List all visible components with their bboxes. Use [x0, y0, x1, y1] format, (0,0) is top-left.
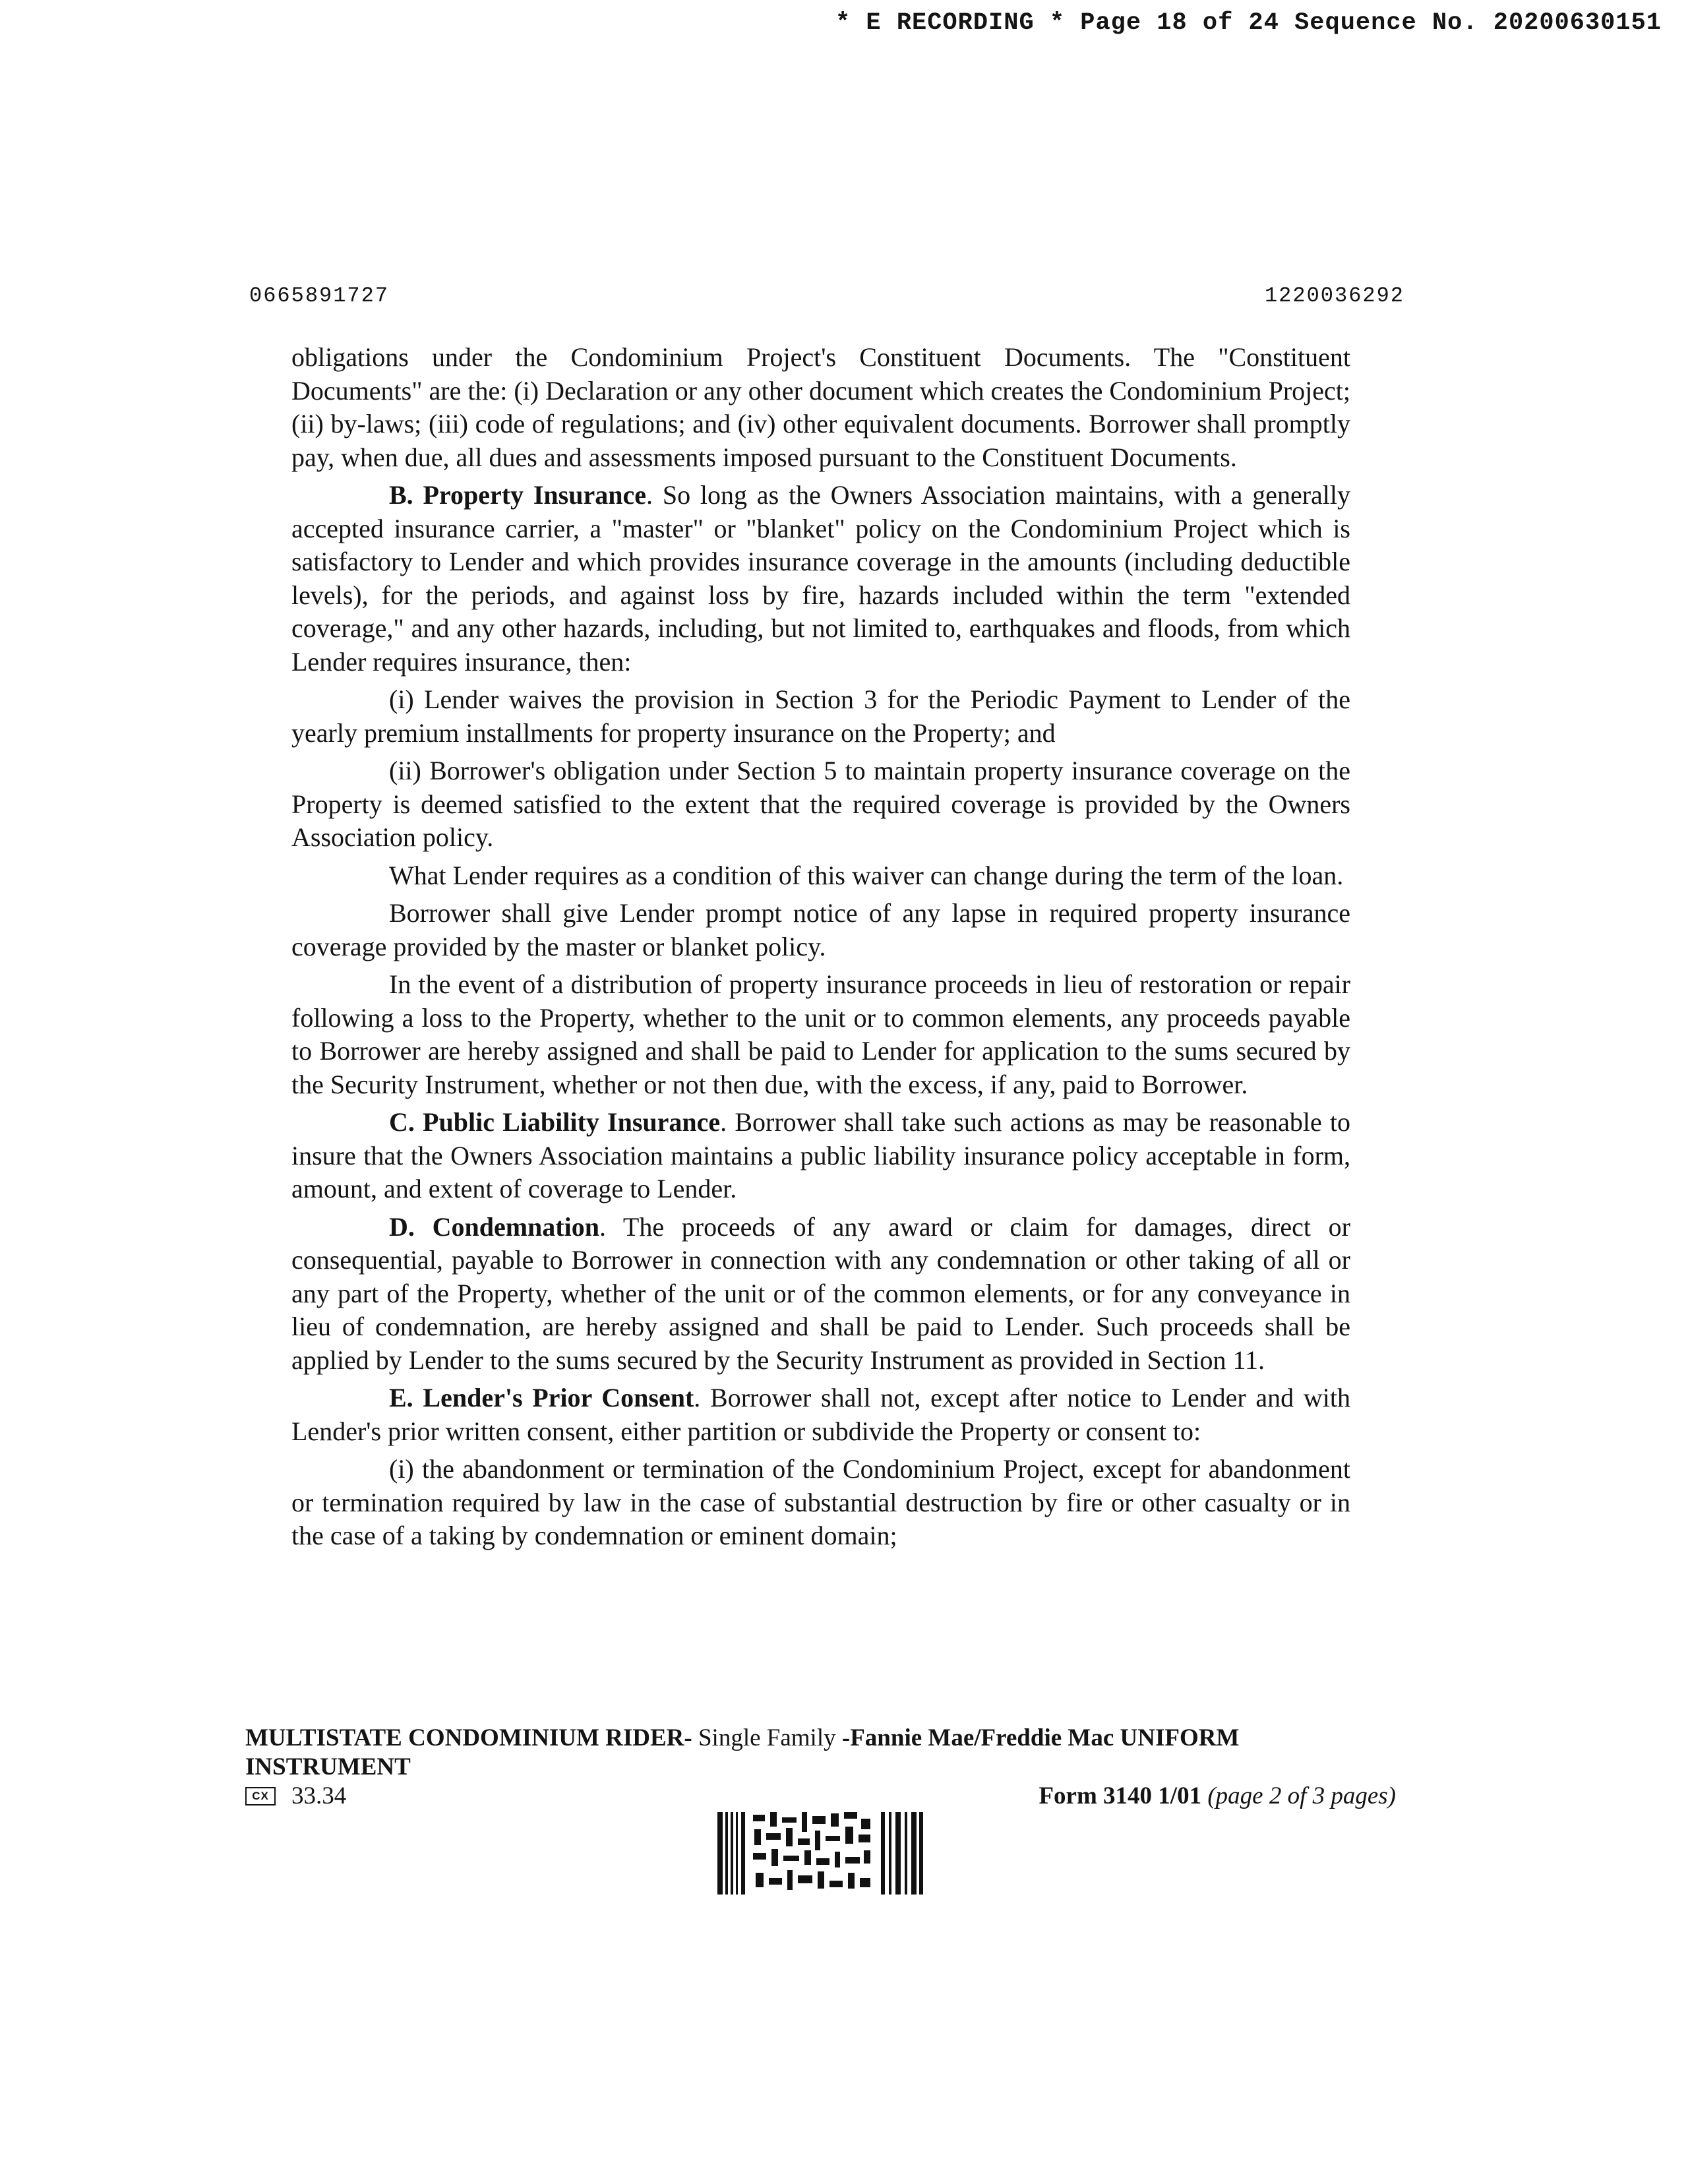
section-e-text: . Borrower shall not, except after notice to Lender and with Lender's prior written consent, either partition or subdivide the Property or consent to:: [291, 1383, 1350, 1446]
cx-logo-icon: CX: [245, 1787, 276, 1805]
section-e-item-i: (i) the abandonment or termination of the Condominium Project, except for abandonment or termination required by law in the case of substantial destruction by fire or other casualty or in the case of a taking by condemnation or eminent domain;: [291, 1454, 1350, 1550]
loan-number-left: 0665891727: [249, 284, 390, 308]
section-c-public-liability: [291, 1106, 1350, 1206]
section-e-prior-consent: [291, 1381, 1350, 1448]
footer-title-part-3: -Fannie Mae/Freddie Mac UNIFORM INSTRUMENT: [245, 1724, 1240, 1780]
footer-title-part-1: MULTISTATE CONDOMINIUM RIDER-: [245, 1724, 692, 1751]
footer-form-title: [245, 1724, 1366, 1782]
form-code: [245, 1782, 346, 1810]
section-c-text: . Borrower shall take such actions as may be reasonable to insure that the Owners Association maintains a public liability insurance policy acceptable in form, amount, and extent of coverage to Lender.: [291, 1107, 1350, 1203]
section-b-item-ii: (ii) Borrower's obligation under Section 5 to maintain property insurance coverage on the Property is deemed satisfied to the extent that the required coverage is provided by the Owners Association policy.: [291, 756, 1350, 852]
section-b-property-insurance: [291, 479, 1350, 679]
section-d-text: . The proceeds of any award or claim for damages, direct or consequential, payable to Borrower in connection with any condemnation or other taking of all or any part of the Property, whether of the unit or of the common elements, or for any conveyance in lieu of condemnation, are hereby assigned and shall be paid to Lender. Such proceeds shall be applied by Lender to the sums secured by the Security Instrument as provided in Section 11.: [291, 1211, 1350, 1375]
loan-numbers: [249, 284, 1404, 308]
page-info: (page 2 of 3 pages): [1207, 1782, 1396, 1809]
footer-row: [245, 1782, 1396, 1815]
section-c-heading: C. Public Liability Insurance: [389, 1107, 721, 1137]
section-e-heading: E. Lender's Prior Consent: [389, 1383, 694, 1412]
section-b-distribution: In the event of a distribution of property insurance proceeds in lieu of restoration or repair following a loss to the Property, whether to the unit or to common elements, any proceeds payable to Borrower are hereby assigned and shall be paid to Lender for application to the sums secured by the Security Instrument, whether or not then due, with the excess, if any, paid to Borrower.: [291, 969, 1350, 1099]
section-b-waiver: What Lender requires as a condition of this waiver can change during the term of the loan.: [389, 860, 1344, 890]
form-number: Form 3140 1/01: [1039, 1782, 1202, 1809]
section-b-item-i: (i) Lender waives the provision in Section 3 for the Periodic Payment to Lender of the yearly premium installments for property insurance on the Property; and: [291, 684, 1350, 748]
barcode-icon: [717, 1812, 923, 1895]
section-b-notice: Borrower shall give Lender prompt notice of any lapse in required property insurance coverage provided by the master or blanket policy.: [291, 898, 1350, 961]
section-b-text: . So long as the Owners Association maintains, with a generally accepted insurance carrier, a "master" or "blanket" policy on the Condominium Project which is satisfactory to Lender and which provides insurance coverage in the amounts (including deductible levels), for the periods, and against loss by fire, hazards included within the term "extended coverage," and any other hazards, including, but not limited to, earthquakes and floods, from which Lender requires insurance, then:: [291, 480, 1351, 677]
section-d-heading: D. Condemnation: [389, 1211, 599, 1242]
recording-header: * E RECORDING * Page 18 of 24 Sequence No. 20200630151: [835, 9, 1662, 37]
form-code-number: 33.34: [291, 1782, 347, 1809]
document-body: [291, 341, 1350, 1558]
section-d-condemnation: [291, 1211, 1350, 1378]
footer-title-part-2: Single Family: [692, 1724, 842, 1751]
section-b-heading: B. Property Insurance: [389, 480, 646, 510]
paragraph-constituent-documents: obligations under the Condominium Project's Constituent Documents. The "Constituent Documents" are the: (i) Declaration or any other document which creates the Condominium Project; (ii) by-laws; (iii) code of regulations; and (iv) other equivalent documents. Borrower shall promptly pay, when due, all dues and assessments imposed pursuant to the Constituent Documents.: [291, 342, 1350, 472]
loan-number-right: 1220036292: [1264, 284, 1404, 308]
form-info: [1039, 1782, 1396, 1810]
